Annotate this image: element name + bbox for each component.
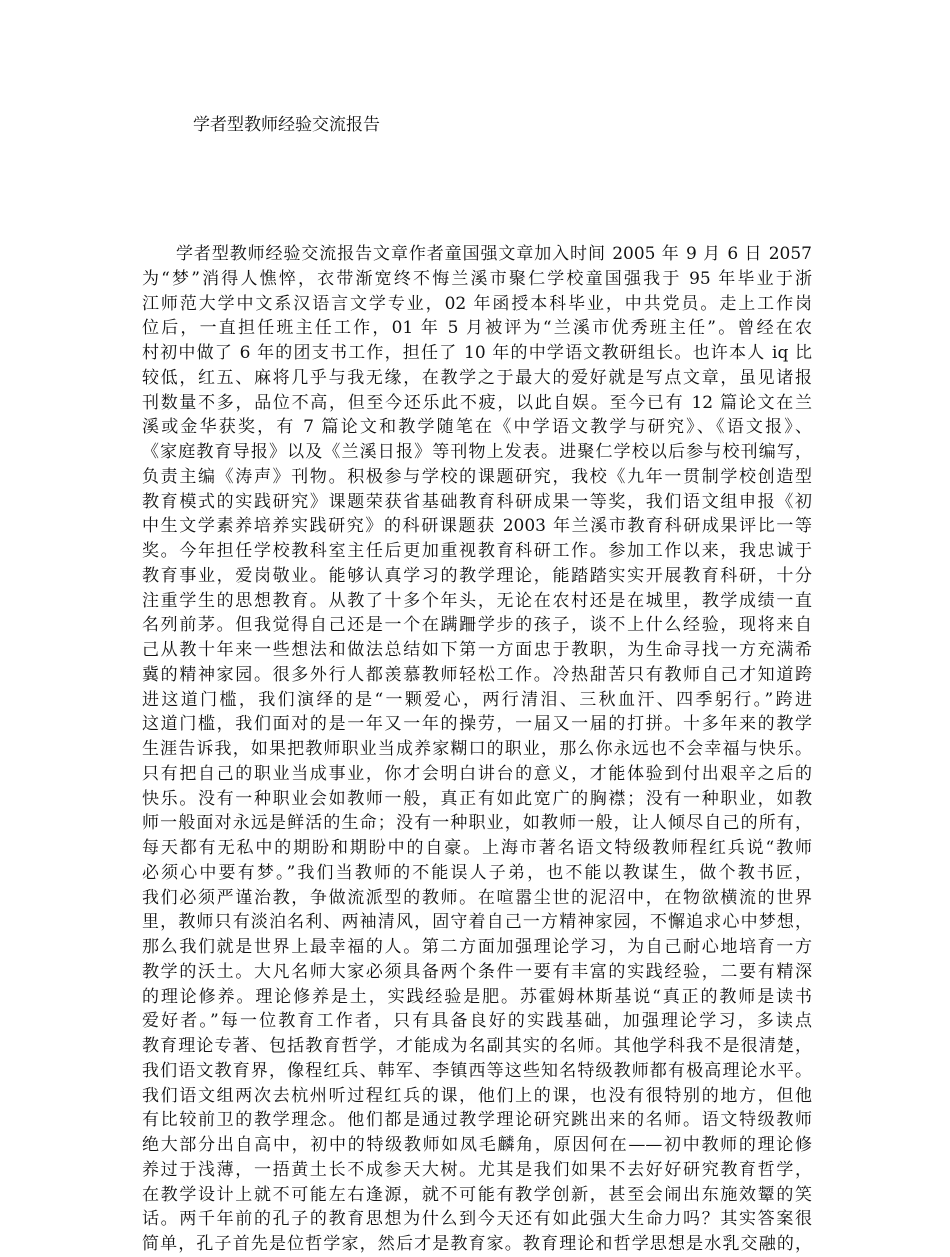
body-text-line: 教育理论专著、包括教育哲学，才能成为名副其实的名师。其他学科我不是很清楚，	[142, 1036, 812, 1056]
body-text-line: 己从教十年来一些想法和做法总结如下第一方面忠于教职，为生命寻找一方充满希	[142, 640, 812, 660]
body-text-line: 养过于浅薄，一捂黄土长不成参天大树。尤其是我们如果不去好好研究教育哲学，	[142, 1159, 812, 1180]
body-text-line: 冀的精神家园。很多外行人都羡慕教师轻松工作。冷热甜苦只有教师自己才知道跨	[142, 664, 812, 685]
body-text-line: 奖。今年担任学校教科室主任后更加重视教育科研工作。参加工作以来，我忠诚于	[142, 541, 812, 561]
body-text-line: 简单，孔子首先是位哲学家，然后才是教育家。教育理论和哲学思想是水乳交融的，	[142, 1234, 812, 1254]
body-text-line: 教育事业，爱岗敬业。能够认真学习的教学理论，能踏踏实实开展教育科研，十分	[142, 565, 812, 586]
body-text-line: 为“梦”消得人憔悴，衣带渐宽终不悔兰溪市聚仁学校童国强我于 95 年毕业于浙	[142, 268, 812, 289]
body-text-line: 必须心中要有梦。”我们当教师的不能误人子弟，也不能以教谋生，做个教书匠，	[142, 862, 812, 883]
body-text-line: 每天都有无私中的期盼和期盼中的自豪。上海市著名语文特级教师程红兵说“教师	[142, 838, 812, 858]
body-text-line: 进这道门槛，我们演绎的是“一颗爱心，两行清泪、三秋血汗、四季躬行。”跨进	[142, 689, 812, 710]
body-text-line: 那么我们就是世界上最幸福的人。第二方面加强理论学习，为自己耐心地培育一方	[142, 937, 812, 957]
body-text-line: 位后，一直担任班主任工作，01 年 5 月被评为“兰溪市优秀班主任”。曾经在农	[142, 318, 812, 339]
body-text-line: 溪或金华获奖，有 7 篇论文和教学随笔在《中学语文教学与研究》、《语文报》、	[142, 417, 812, 438]
body-text-line: 话。两千年前的孔子的教育思想为什么到今天还有如此强大生命力吗？其实答案很	[142, 1209, 812, 1230]
body-text-line: 快乐。没有一种职业会如教师一般，真正有如此宽广的胸襟；没有一种职业，如教	[142, 788, 812, 809]
body-text-line: 学者型教师经验交流报告文章作者童国强文章加入时间 2005 年 9 月 6 日 2057	[176, 244, 812, 264]
body-text-line: 爱好者。”每一位教育工作者，只有具备良好的实践基础，加强理论学习，多读点	[142, 1011, 812, 1032]
body-text-line: 有比较前卫的教学理念。他们都是通过教学理论研究跳出来的名师。语文特级教师	[142, 1110, 812, 1131]
body-text-line: 负责主编《涛声》刊物。积极参与学校的课题研究，我校《九年一贯制学校创造型	[142, 466, 812, 487]
body-text-line: 在教学设计上就不可能左右逢源，就不可能有教学创新，甚至会闹出东施效颦的笑	[142, 1184, 812, 1205]
body-text-line: 生涯告诉我，如果把教师职业当成养家糊口的职业，那么你永远也不会幸福与快乐。	[142, 739, 812, 759]
body-text-line: 教育模式的实践研究》课题荣获省基础教育科研成果一等奖，我们语文组申报《初	[142, 491, 812, 512]
body-text-line: 江师范大学中文系汉语言文学专业，02 年函授本科毕业，中共党员。走上工作岗	[142, 293, 812, 314]
body-text-line: 中生文学素养培养实践研究》的科研课题获 2003 年兰溪市教育科研成果评比一等	[142, 516, 812, 537]
body-text-line: 《家庭教育导报》以及《兰溪日报》等刊物上发表。进聚仁学校以后参与校刊编写，	[142, 442, 812, 462]
document-title: 学者型教师经验交流报告	[193, 115, 380, 135]
body-text-line: 注重学生的思想教育。从教了十多个年头，无论在农村还是在城里，教学成绩一直	[142, 590, 812, 611]
body-text-line: 师一般面对永远是鲜活的生命；没有一种职业，如教师一般，让人倾尽自己的所有，	[142, 813, 812, 834]
body-text-line: 里，教师只有淡泊名利、两袖清风，固守着自己一方精神家园，不懈追求心中梦想，	[142, 912, 812, 933]
body-text-line: 村初中做了 6 年的团支书工作，担任了 10 年的中学语文教研组长。也许本人 iq 比	[142, 343, 812, 363]
body-text-line: 刊数量不多，品位不高，但至今还乐此不疲，以此自娱。至今已有 12 篇论文在兰	[142, 392, 812, 413]
document-body	[142, 242, 812, 1257]
body-text-line: 较低，红五、麻将几乎与我无缘，在教学之于最大的爱好就是写点文章，虽见诸报	[142, 367, 812, 388]
body-text-line: 我们必须严谨治教，争做流派型的教师。在喧嚣尘世的泥沼中，在物欲横流的世界	[142, 887, 812, 908]
body-text-line: 绝大部分出自高中，初中的特级教师如凤毛麟角，原因何在——初中教师的理论修	[142, 1135, 812, 1155]
body-text-line: 教学的沃土。大凡名师大家必须具备两个条件一要有丰富的实践经验，二要有精深	[142, 961, 812, 982]
body-text-line: 只有把自己的职业当成事业，你才会明白讲台的意义，才能体验到付出艰辛之后的	[142, 763, 812, 784]
body-text-line: 名列前茅。但我觉得自己还是一个在蹒跚学步的孩子，谈不上什么经验，现将来自	[142, 615, 812, 636]
body-text-line: 这道门槛，我们面对的是一年又一年的操劳，一届又一届的打拼。十多年来的教学	[142, 714, 812, 735]
body-text-line: 我们语文组两次去杭州听过程红兵的课，他们上的课，也没有很特别的地方，但他	[142, 1085, 812, 1106]
body-text-line: 我们语文教育界，像程红兵、韩军、李镇西等这些知名特级教师都有极高理论水平。	[142, 1060, 812, 1081]
body-text-line: 的理论修养。理论修养是土，实践经验是肥。苏霍姆林斯基说“真正的教师是读书	[142, 986, 812, 1007]
